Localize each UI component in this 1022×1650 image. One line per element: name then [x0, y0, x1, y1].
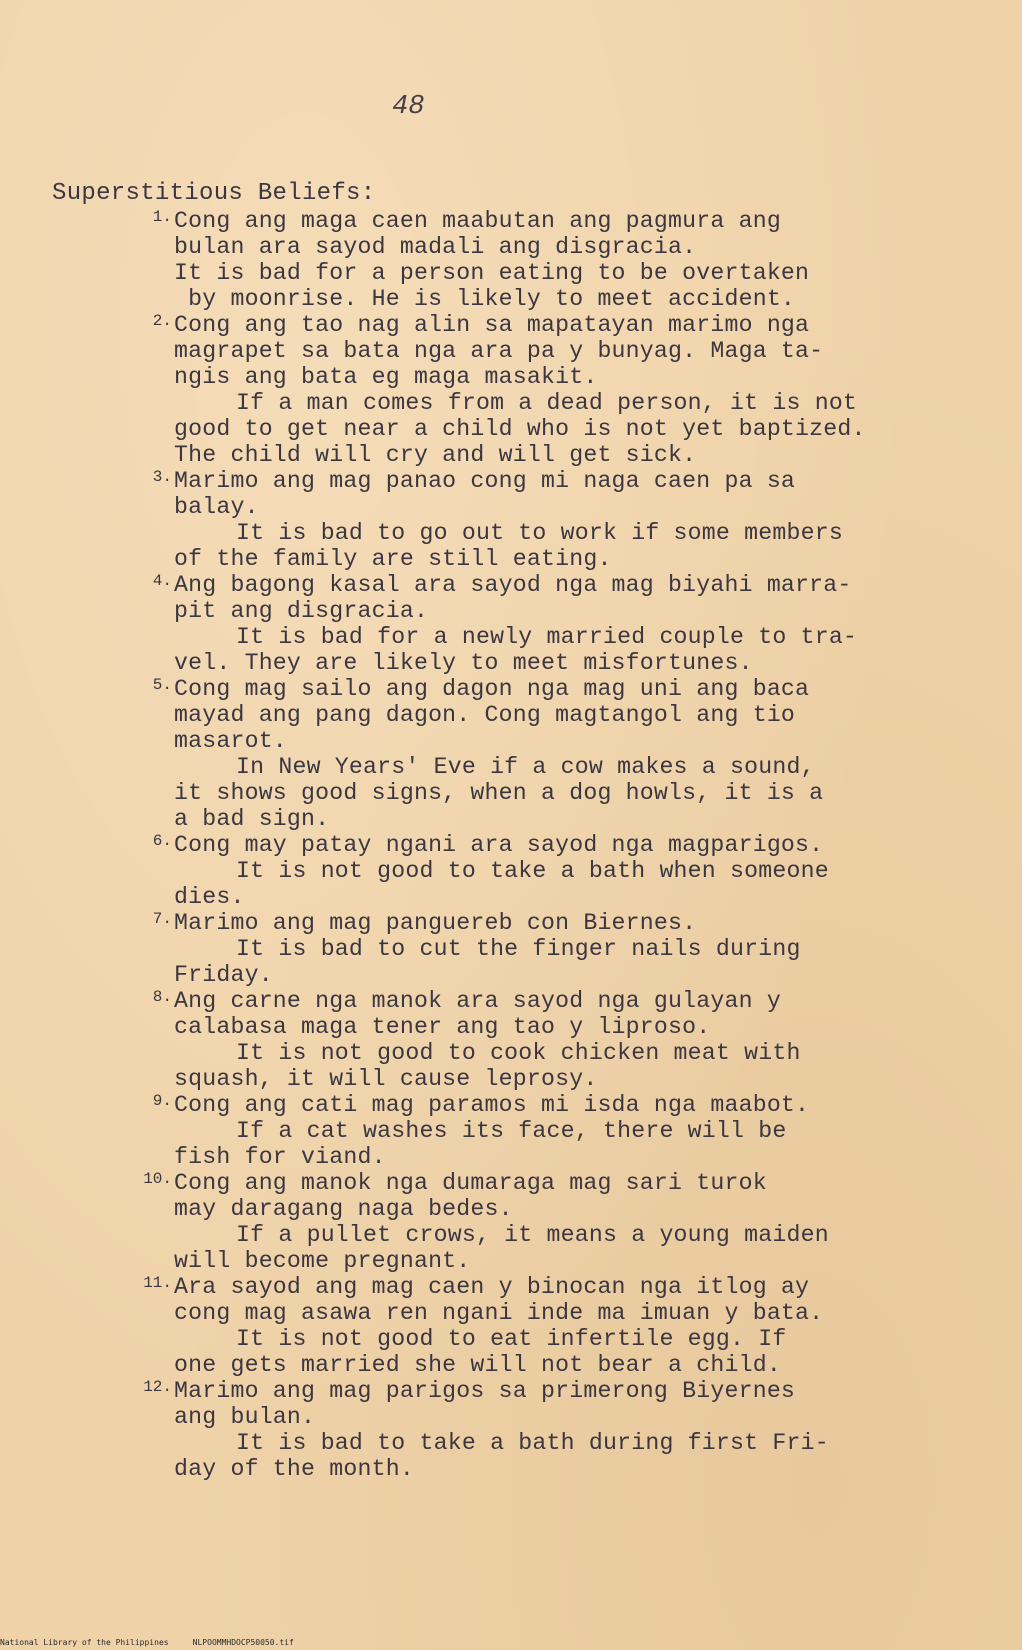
entry-line: mayad ang pang dagon. Cong magtangol ang tio	[174, 702, 796, 728]
entry-line: may daragang naga bedes.	[174, 1196, 513, 1222]
entry-line: It is not good to eat infertile egg. If	[236, 1326, 787, 1352]
entry-line: It is bad to take a bath during first Fri-	[236, 1430, 829, 1456]
entry-number: 2.	[152, 312, 172, 330]
entry-line: ngis ang bata eg maga masakit.	[174, 364, 598, 390]
entry-line: will become pregnant.	[174, 1248, 471, 1274]
belief-entry	[152, 1092, 934, 1170]
belief-entry	[143, 1274, 934, 1378]
entry-line: of the family are still eating.	[174, 546, 612, 572]
entry-line: vel. They are likely to meet misfortunes.	[174, 650, 753, 676]
entry-line: It is not good to cook chicken meat with	[236, 1040, 801, 1066]
belief-entry	[143, 1378, 934, 1482]
entry-number: 7.	[152, 910, 172, 928]
entry-line: Ara sayod ang mag caen y binocan nga itlog ay	[174, 1274, 810, 1300]
belief-entry	[152, 676, 934, 832]
belief-entry	[152, 572, 934, 676]
entry-line: It is bad to go out to work if some members	[236, 520, 843, 546]
belief-entry	[152, 832, 934, 910]
scan-footer	[0, 1638, 294, 1647]
entry-line: masarot.	[174, 728, 287, 754]
entry-number: 5.	[152, 676, 172, 694]
belief-entry	[152, 468, 934, 572]
entry-line: Marimo ang mag panao cong mi naga caen pa sa	[174, 468, 796, 494]
page-number: 48	[392, 92, 425, 122]
entry-line: a bad sign.	[174, 806, 330, 832]
entry-line: Marimo ang mag parigos sa primerong Biyernes	[174, 1378, 796, 1404]
entry-line: ang bulan.	[174, 1404, 316, 1430]
entry-line: If a cat washes its face, there will be	[236, 1118, 787, 1144]
entry-line: It is bad to cut the finger nails during	[236, 936, 801, 962]
entry-line: good to get near a child who is not yet baptized.	[174, 416, 866, 442]
entry-line: magrapet sa bata nga ara pa y bunyag. Maga ta-	[174, 338, 824, 364]
entry-line: It is not good to take a bath when someone	[236, 858, 829, 884]
footer-library: National Library of the Philippines	[0, 1638, 169, 1647]
entry-line: bulan ara sayod madali ang disgracia.	[174, 234, 697, 260]
entry-line: If a pullet crows, it means a young maiden	[236, 1222, 829, 1248]
entry-line: The child will cry and will get sick.	[174, 442, 697, 468]
entry-line: Ang carne nga manok ara sayod nga gulayan y	[174, 988, 781, 1014]
entry-number: 4.	[152, 572, 172, 590]
entry-line: Cong ang maga caen maabutan ang pagmura ang	[174, 208, 781, 234]
belief-list	[0, 208, 1022, 1482]
belief-entry	[152, 312, 934, 468]
entry-line: by moonrise. He is likely to meet accident.	[174, 286, 796, 312]
entry-number: 12.	[143, 1378, 172, 1396]
entry-line: balay.	[174, 494, 259, 520]
entry-number: 8.	[152, 988, 172, 1006]
entry-line: If a man comes from a dead person, it is not	[236, 390, 858, 416]
entry-number: 10.	[143, 1170, 172, 1188]
entry-line: fish for viand.	[174, 1144, 386, 1170]
entry-number: 9.	[152, 1092, 172, 1110]
entry-line: squash, it will cause leprosy.	[174, 1066, 598, 1092]
section-heading: Superstitious Beliefs:	[52, 180, 376, 207]
entry-number: 3.	[152, 468, 172, 486]
belief-entry	[152, 988, 934, 1092]
belief-entry	[152, 910, 934, 988]
entry-line: cong mag asawa ren ngani inde ma imuan y bata.	[174, 1300, 824, 1326]
entry-line: It is bad for a person eating to be overtaken	[174, 260, 810, 286]
entry-line: Ang bagong kasal ara sayod nga mag biyahi marra-	[174, 572, 852, 598]
entry-line: Cong may patay ngani ara sayod nga magparigos.	[174, 832, 824, 858]
entry-line: dies.	[174, 884, 245, 910]
entry-line: Marimo ang mag panguereb con Biernes.	[174, 910, 697, 936]
entry-line: Cong mag sailo ang dagon nga mag uni ang baca	[174, 676, 810, 702]
entry-line: one gets married she will not bear a child.	[174, 1352, 781, 1378]
entry-line: Cong ang manok nga dumaraga mag sari turok	[174, 1170, 767, 1196]
entry-line: pit ang disgracia.	[174, 598, 429, 624]
entry-line: Cong ang cati mag paramos mi isda nga maabot.	[174, 1092, 810, 1118]
belief-entry	[152, 208, 934, 312]
belief-entry	[143, 1170, 934, 1274]
entry-line: In New Years' Eve if a cow makes a sound,	[236, 754, 815, 780]
entry-line: it shows good signs, when a dog howls, it is a	[174, 780, 824, 806]
entry-line: It is bad for a newly married couple to tra-	[236, 624, 858, 650]
entry-line: Friday.	[174, 962, 273, 988]
footer-file: NLPOOMMHDOCP50050.tif	[192, 1638, 294, 1647]
entry-number: 1.	[152, 208, 172, 226]
entry-line: Cong ang tao nag alin sa mapatayan marimo nga	[174, 312, 810, 338]
entry-line: day of the month.	[174, 1456, 414, 1482]
entry-number: 11.	[143, 1274, 172, 1292]
entry-line: calabasa maga tener ang tao y liproso.	[174, 1014, 711, 1040]
entry-number: 6.	[152, 832, 172, 850]
